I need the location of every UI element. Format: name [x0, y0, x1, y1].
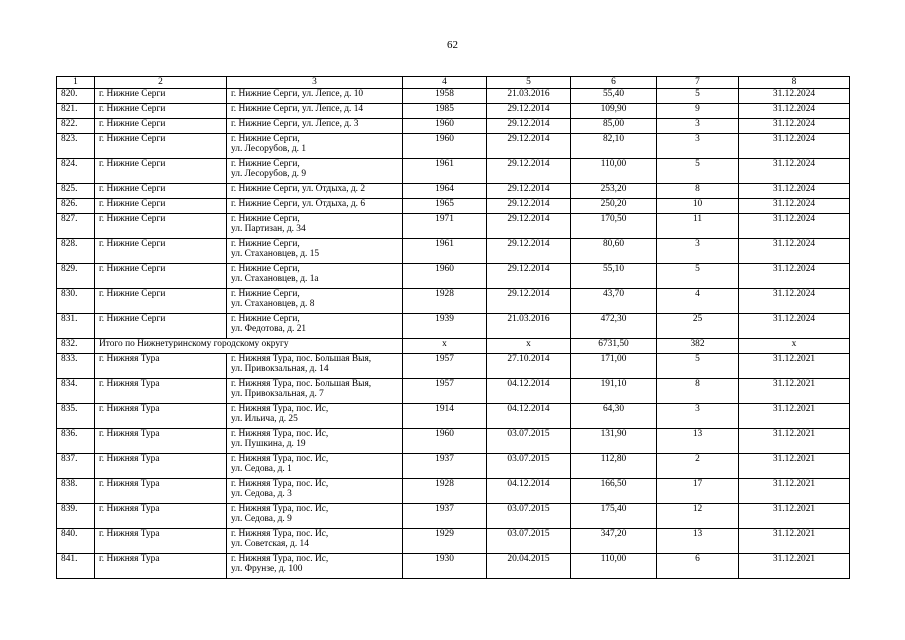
year-built: 1958 [403, 89, 487, 104]
area: 175,40 [571, 504, 657, 529]
recognition-date: 03.07.2015 [487, 454, 571, 479]
recognition-date: 29.12.2014 [487, 214, 571, 239]
table-row [57, 199, 850, 214]
year-built: 1937 [403, 504, 487, 529]
residents-count: 3 [657, 119, 739, 134]
address [227, 314, 403, 339]
municipality: г. Нижние Серги [95, 159, 227, 184]
recognition-date: 29.12.2014 [487, 119, 571, 134]
address [227, 104, 403, 119]
address-line: г. Нижняя Тура, пос. Ис, [231, 429, 329, 439]
municipality: г. Нижняя Тура [95, 354, 227, 379]
municipality: г. Нижняя Тура [95, 554, 227, 579]
column-number: 5 [487, 77, 571, 89]
address [227, 264, 403, 289]
table-row [57, 529, 850, 554]
municipality: г. Нижняя Тура [95, 429, 227, 454]
year-built: 1960 [403, 429, 487, 454]
area: 43,70 [571, 289, 657, 314]
year-built: 1961 [403, 239, 487, 264]
address [227, 504, 403, 529]
municipality: г. Нижняя Тура [95, 379, 227, 404]
area: 55,40 [571, 89, 657, 104]
year-built: 1964 [403, 184, 487, 199]
recognition-date: 27.10.2014 [487, 354, 571, 379]
area: 109,90 [571, 104, 657, 119]
row-number: 825. [57, 184, 95, 199]
address-line: г. Нижние Серги, [231, 159, 300, 169]
area: 80,60 [571, 239, 657, 264]
address-line: г. Нижние Серги, ул. Лепсе, д. 14 [231, 104, 364, 114]
recognition-date: 29.12.2014 [487, 159, 571, 184]
planned-date: 31.12.2021 [739, 479, 850, 504]
address-line: ул. Советская, д. 14 [231, 539, 309, 549]
table-row [57, 184, 850, 199]
row-number: 841. [57, 554, 95, 579]
page-number: 62 [447, 39, 458, 51]
row-number: 828. [57, 239, 95, 264]
address-line: ул. Привокзальная, д. 14 [231, 364, 329, 374]
area: 472,30 [571, 314, 657, 339]
residents-count: 11 [657, 214, 739, 239]
planned-date: 31.12.2024 [739, 159, 850, 184]
table-row [57, 404, 850, 429]
column-number: 8 [739, 77, 850, 89]
planned-date: 31.12.2021 [739, 504, 850, 529]
address [227, 554, 403, 579]
year-built: 1957 [403, 354, 487, 379]
address [227, 454, 403, 479]
recognition-date: 04.12.2014 [487, 404, 571, 429]
municipality: г. Нижние Серги [95, 314, 227, 339]
residents-count: 6 [657, 554, 739, 579]
row-number: 822. [57, 119, 95, 134]
year-built: 1971 [403, 214, 487, 239]
area: 82,10 [571, 134, 657, 159]
planned-date: 31.12.2021 [739, 529, 850, 554]
address-line: г. Нижние Серги, ул. Отдыха, д. 6 [231, 199, 366, 209]
address-line: ул. Партизан, д. 34 [231, 224, 306, 234]
row-number: 826. [57, 199, 95, 214]
row-number: 830. [57, 289, 95, 314]
area: 110,00 [571, 159, 657, 184]
table-row [57, 264, 850, 289]
address-line: г. Нижняя Тура, пос. Ис, [231, 454, 329, 464]
recognition-date: 21.03.2016 [487, 314, 571, 339]
residents-count: 9 [657, 104, 739, 119]
residents-count: 5 [657, 354, 739, 379]
area: 171,00 [571, 354, 657, 379]
municipality: г. Нижние Серги [95, 134, 227, 159]
planned-date: 31.12.2024 [739, 239, 850, 264]
recognition-date: 29.12.2014 [487, 184, 571, 199]
address-line: г. Нижние Серги, [231, 314, 300, 324]
address-line: г. Нижняя Тура, пос. Ис, [231, 504, 329, 514]
table-row [57, 159, 850, 184]
address [227, 119, 403, 134]
municipality: г. Нижняя Тура [95, 504, 227, 529]
recognition-date: 21.03.2016 [487, 89, 571, 104]
address [227, 134, 403, 159]
area: 112,80 [571, 454, 657, 479]
address-line: г. Нижние Серги, ул. Лепсе, д. 10 [231, 89, 364, 99]
row-number: 831. [57, 314, 95, 339]
year-built: 1960 [403, 134, 487, 159]
residents-count: 13 [657, 529, 739, 554]
table-row [57, 339, 850, 354]
address-line: г. Нижние Серги, ул. Отдыха, д. 2 [231, 184, 366, 194]
column-number: 3 [227, 77, 403, 89]
row-number: 835. [57, 404, 95, 429]
year-built: 1929 [403, 529, 487, 554]
row-number: 820. [57, 89, 95, 104]
row-number: 836. [57, 429, 95, 454]
column-number: 7 [657, 77, 739, 89]
municipality: г. Нижние Серги [95, 104, 227, 119]
area: 191,10 [571, 379, 657, 404]
address [227, 214, 403, 239]
residents-count: 12 [657, 504, 739, 529]
address-line: ул. Привокзальная, д. 7 [231, 389, 324, 399]
table-row [57, 504, 850, 529]
column-number: 6 [571, 77, 657, 89]
address-line: ул. Лесорубов, д. 9 [231, 169, 307, 179]
municipality: г. Нижние Серги [95, 199, 227, 214]
planned-date: 31.12.2021 [739, 429, 850, 454]
row-number: 824. [57, 159, 95, 184]
year-built: 1937 [403, 454, 487, 479]
municipality: г. Нижние Серги [95, 89, 227, 104]
planned-date: 31.12.2021 [739, 454, 850, 479]
recognition-date: 03.07.2015 [487, 529, 571, 554]
table-row [57, 134, 850, 159]
area: 166,50 [571, 479, 657, 504]
residents-count: 3 [657, 134, 739, 159]
address-line: ул. Стахановцев, д. 15 [231, 249, 320, 259]
column-number: 2 [95, 77, 227, 89]
row-number: 840. [57, 529, 95, 554]
table-row [57, 479, 850, 504]
row-number: 829. [57, 264, 95, 289]
residents-count: 2 [657, 454, 739, 479]
address-line: ул. Седова, д. 1 [231, 464, 292, 474]
residents-count: 382 [657, 339, 739, 354]
table-row [57, 289, 850, 314]
planned-date: 31.12.2021 [739, 554, 850, 579]
address-line: ул. Лесорубов, д. 1 [231, 144, 307, 154]
address-line: ул. Стахановцев, д. 1а [231, 274, 319, 284]
address [227, 199, 403, 214]
residents-count: 10 [657, 199, 739, 214]
recognition-date: 29.12.2014 [487, 134, 571, 159]
table-row [57, 104, 850, 119]
address-line: г. Нижние Серги, [231, 134, 300, 144]
recognition-date: 29.12.2014 [487, 264, 571, 289]
table-row [57, 554, 850, 579]
residents-count: 8 [657, 184, 739, 199]
planned-date: х [739, 339, 850, 354]
address-line: ул. Ильича, д. 25 [231, 414, 298, 424]
recognition-date: 03.07.2015 [487, 429, 571, 454]
address [227, 429, 403, 454]
planned-date: 31.12.2024 [739, 119, 850, 134]
planned-date: 31.12.2024 [739, 134, 850, 159]
address [227, 159, 403, 184]
municipality: г. Нижняя Тура [95, 454, 227, 479]
row-number: 833. [57, 354, 95, 379]
residents-count: 4 [657, 289, 739, 314]
residents-count: 13 [657, 429, 739, 454]
area: 110,00 [571, 554, 657, 579]
row-number: 834. [57, 379, 95, 404]
recognition-date: 29.12.2014 [487, 199, 571, 214]
year-built: 1939 [403, 314, 487, 339]
recognition-date: 04.12.2014 [487, 379, 571, 404]
total-label: Итого по Нижнетуринскому городскому округу [95, 339, 403, 354]
address-line: г. Нижняя Тура, пос. Большая Выя, [231, 379, 372, 389]
residents-count: 25 [657, 314, 739, 339]
address-line: г. Нижняя Тура, пос. Ис, [231, 554, 329, 564]
recognition-date: 29.12.2014 [487, 239, 571, 264]
area: 170,50 [571, 214, 657, 239]
municipality: г. Нижние Серги [95, 264, 227, 289]
address-line: ул. Седова, д. 3 [231, 489, 292, 499]
address [227, 354, 403, 379]
address-line: г. Нижние Серги, [231, 239, 300, 249]
residents-count: 3 [657, 404, 739, 429]
table-row [57, 119, 850, 134]
municipality: г. Нижние Серги [95, 214, 227, 239]
year-built: 1928 [403, 479, 487, 504]
address-line: г. Нижняя Тура, пос. Ис, [231, 404, 329, 414]
area: 85,00 [571, 119, 657, 134]
recognition-date: 29.12.2014 [487, 289, 571, 314]
municipality: г. Нижние Серги [95, 119, 227, 134]
planned-date: 31.12.2024 [739, 104, 850, 119]
area: 55,10 [571, 264, 657, 289]
address [227, 379, 403, 404]
table-row [57, 214, 850, 239]
table-row [57, 314, 850, 339]
address-line: ул. Седова, д. 9 [231, 514, 292, 524]
address-line: г. Нижняя Тура, пос. Большая Выя, [231, 354, 372, 364]
municipality: г. Нижние Серги [95, 289, 227, 314]
row-number: 827. [57, 214, 95, 239]
address [227, 89, 403, 104]
area: 64,30 [571, 404, 657, 429]
recognition-date: 04.12.2014 [487, 479, 571, 504]
table-row [57, 354, 850, 379]
planned-date: 31.12.2021 [739, 404, 850, 429]
year-built: 1960 [403, 264, 487, 289]
column-number: 1 [57, 77, 95, 89]
table-row [57, 379, 850, 404]
address [227, 289, 403, 314]
year-built: 1930 [403, 554, 487, 579]
year-built: х [403, 339, 487, 354]
row-number: 839. [57, 504, 95, 529]
planned-date: 31.12.2021 [739, 379, 850, 404]
recognition-date: х [487, 339, 571, 354]
year-built: 1985 [403, 104, 487, 119]
address-line: г. Нижние Серги, [231, 214, 300, 224]
year-built: 1961 [403, 159, 487, 184]
recognition-date: 03.07.2015 [487, 504, 571, 529]
planned-date: 31.12.2024 [739, 199, 850, 214]
table-row [57, 89, 850, 104]
address-line: г. Нижние Серги, [231, 289, 300, 299]
residents-count: 3 [657, 239, 739, 264]
column-numbers-row [57, 77, 850, 89]
residents-count: 8 [657, 379, 739, 404]
year-built: 1928 [403, 289, 487, 314]
area: 250,20 [571, 199, 657, 214]
address-line: г. Нижняя Тура, пос. Ис, [231, 529, 329, 539]
row-number: 821. [57, 104, 95, 119]
planned-date: 31.12.2024 [739, 214, 850, 239]
address-line: ул. Стахановцев, д. 8 [231, 299, 315, 309]
housing-register-table [56, 76, 850, 579]
planned-date: 31.12.2024 [739, 289, 850, 314]
address [227, 404, 403, 429]
row-number: 837. [57, 454, 95, 479]
residents-count: 5 [657, 159, 739, 184]
table-row [57, 429, 850, 454]
row-number: 823. [57, 134, 95, 159]
residents-count: 5 [657, 264, 739, 289]
year-built: 1960 [403, 119, 487, 134]
address [227, 479, 403, 504]
area: 253,20 [571, 184, 657, 199]
planned-date: 31.12.2024 [739, 264, 850, 289]
municipality: г. Нижняя Тура [95, 404, 227, 429]
address-line: ул. Пушкина, д. 19 [231, 439, 306, 449]
residents-count: 17 [657, 479, 739, 504]
area: 6731,50 [571, 339, 657, 354]
table-row [57, 239, 850, 264]
planned-date: 31.12.2021 [739, 354, 850, 379]
municipality: г. Нижние Серги [95, 239, 227, 264]
planned-date: 31.12.2024 [739, 89, 850, 104]
row-number: 832. [57, 339, 95, 354]
residents-count: 5 [657, 89, 739, 104]
year-built: 1957 [403, 379, 487, 404]
address [227, 184, 403, 199]
address-line: г. Нижняя Тура, пос. Ис, [231, 479, 329, 489]
address-line: ул. Федотова, д. 21 [231, 324, 307, 334]
table-row [57, 454, 850, 479]
address-line: ул. Фрунзе, д. 100 [231, 564, 303, 574]
municipality: г. Нижние Серги [95, 184, 227, 199]
municipality: г. Нижняя Тура [95, 479, 227, 504]
area: 347,20 [571, 529, 657, 554]
address-line: г. Нижние Серги, [231, 264, 300, 274]
area: 131,90 [571, 429, 657, 454]
planned-date: 31.12.2024 [739, 314, 850, 339]
column-number: 4 [403, 77, 487, 89]
year-built: 1965 [403, 199, 487, 214]
row-number: 838. [57, 479, 95, 504]
planned-date: 31.12.2024 [739, 184, 850, 199]
recognition-date: 20.04.2015 [487, 554, 571, 579]
municipality: г. Нижняя Тура [95, 529, 227, 554]
address [227, 529, 403, 554]
recognition-date: 29.12.2014 [487, 104, 571, 119]
address-line: г. Нижние Серги, ул. Лепсе, д. 3 [231, 119, 359, 129]
address [227, 239, 403, 264]
year-built: 1914 [403, 404, 487, 429]
